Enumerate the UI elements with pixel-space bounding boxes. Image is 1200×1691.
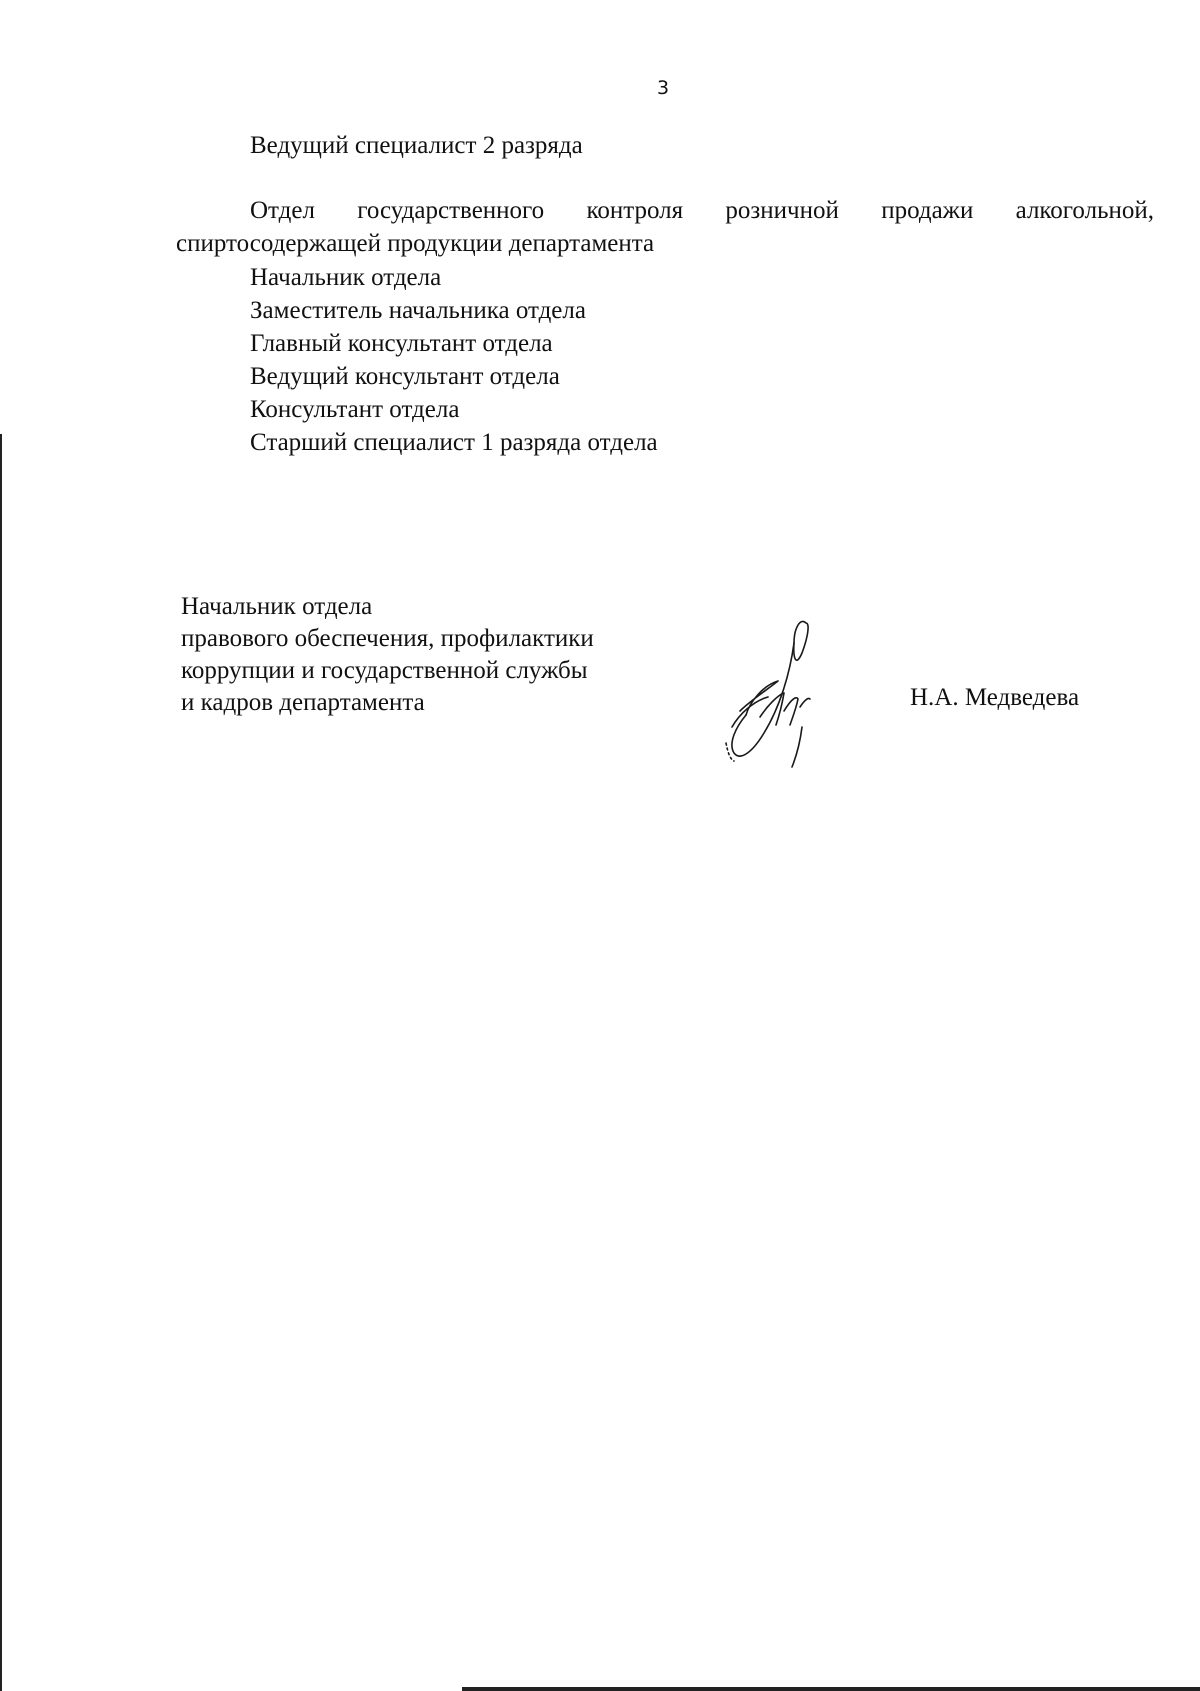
position-item: Главный консультант отдела <box>250 330 553 357</box>
signature-title-line: и кадров департамента <box>181 689 425 716</box>
handwritten-signature <box>720 615 830 770</box>
position-item: Ведущий консультант отдела <box>250 363 560 390</box>
signatory-name: Н.А. Медведева <box>910 684 1080 711</box>
signature-title-line: коррупции и государственной службы <box>181 657 588 684</box>
position-item: Консультант отдела <box>250 396 460 423</box>
signature-title-line: правового обеспечения, профилактики <box>181 625 594 652</box>
department-title-continuation: спиртосодержащей продукции департамента <box>176 230 655 257</box>
position-item: Начальник отдела <box>250 264 442 291</box>
position-item: Заместитель начальника отдела <box>250 297 586 324</box>
signature-title-line: Начальник отдела <box>181 593 373 620</box>
scan-edge-bottom <box>462 1687 1200 1691</box>
page-number: 3 <box>656 77 670 99</box>
header-position-line: Ведущий специалист 2 разряда <box>250 132 583 159</box>
department-title: Отдел государственного контроля розничной продажи алкогольной, <box>250 197 1154 224</box>
position-item: Старший специалист 1 разряда отдела <box>250 429 658 456</box>
scan-edge-left <box>0 434 2 1691</box>
